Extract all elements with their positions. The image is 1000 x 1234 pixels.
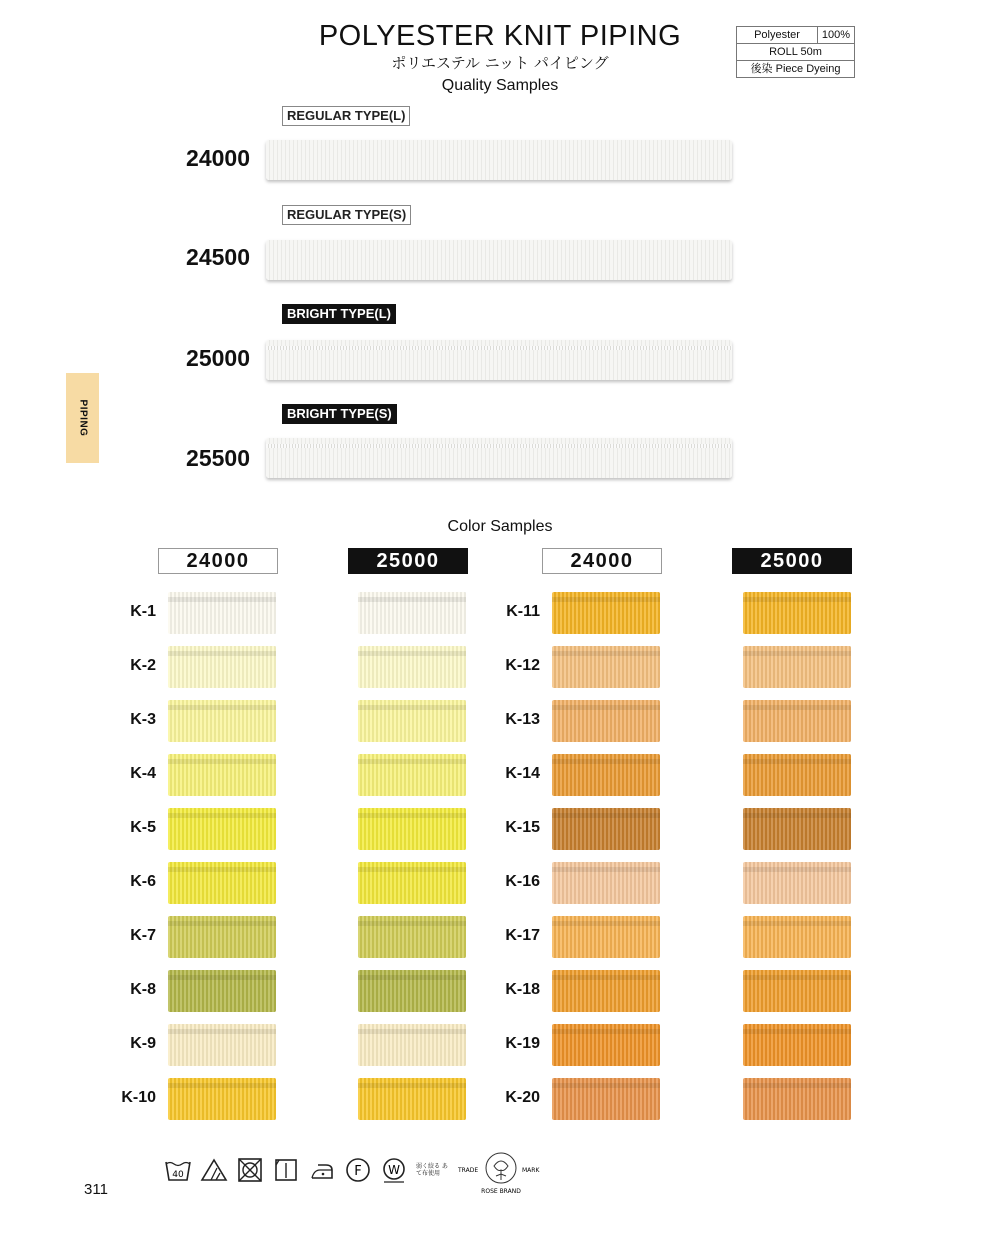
color-samples-heading: Color Samples [447,518,553,535]
swatch-regular [168,1078,276,1120]
spec-dyeing: 後染 Piece Dyeing [750,63,841,75]
japanese-subtitle: ポリエステル ニット パイピング [391,54,609,72]
column-head: 25000 [348,548,468,574]
color-code-label: K-5 [130,819,156,836]
swatch-bright [358,970,466,1012]
piping-sample-strip [266,240,732,280]
side-tab [66,373,99,463]
mark-text: MARK [522,1167,540,1174]
brand-name-text: ROSE BRAND [481,1188,521,1195]
spec-roll: ROLL 50m [769,46,822,58]
swatch-bright [358,646,466,688]
swatch-bright [743,700,851,742]
swatch-regular [552,808,660,850]
product-code: 24000 [186,145,250,171]
color-code-label: K-9 [130,1035,156,1052]
wet-clean-w-icon [380,1156,408,1184]
column-head: 24000 [542,548,662,574]
color-code-label: K-18 [505,981,540,998]
swatch-bright [743,862,851,904]
swatch-regular [168,592,276,634]
dry-clean-letter: F [354,1164,362,1179]
wet-clean-letter: W [388,1163,400,1177]
color-code-label: K-7 [130,927,156,944]
color-code-label: K-14 [505,765,540,782]
iron-low-icon [308,1156,336,1184]
wash-temperature: 40 [172,1170,184,1180]
swatch-bright [743,592,851,634]
color-code-label: K-17 [505,927,540,944]
page-title: POLYESTER KNIT PIPING [318,20,682,52]
swatch-bright [358,916,466,958]
swatch-regular [552,592,660,634]
color-code-label: K-13 [505,711,540,728]
care-note: 弱く絞る あて布使用 [416,1163,448,1177]
color-code-label: K-19 [505,1035,540,1052]
swatch-regular [168,970,276,1012]
swatch-bright [358,808,466,850]
color-code-label: K-10 [121,1089,156,1106]
swatch-regular [552,646,660,688]
swatch-bright [743,1024,851,1066]
swatch-regular [168,916,276,958]
color-code-label: K-4 [130,765,156,782]
swatch-bright [743,646,851,688]
column-head: 25000 [732,548,852,574]
type-label: BRIGHT TYPE(S) [282,404,397,424]
swatch-bright [358,754,466,796]
swatch-regular [552,916,660,958]
color-code-label: K-6 [130,873,156,890]
swatch-regular [552,700,660,742]
swatch-bright [358,700,466,742]
swatch-bright [743,916,851,958]
no-tumble-dry-icon [236,1156,264,1184]
swatch-regular [552,862,660,904]
column-head: 24000 [158,548,278,574]
wash-40-icon [164,1156,192,1184]
swatch-bright [743,970,851,1012]
color-code-label: K-3 [130,711,156,728]
swatch-bright [743,754,851,796]
spec-material: Polyester [754,29,800,41]
care-symbols [164,1152,450,1188]
side-tab-label: PIPING [77,399,88,437]
page-number: 311 [84,1181,108,1198]
type-label: BRIGHT TYPE(L) [282,304,396,324]
color-code-label: K-1 [130,603,156,620]
product-code: 24500 [186,244,250,270]
swatch-regular [168,754,276,796]
color-code-label: K-12 [505,657,540,674]
piping-sample-strip [266,438,732,478]
color-code-label: K-2 [130,657,156,674]
swatch-regular [552,754,660,796]
product-code: 25500 [186,445,250,471]
color-code-label: K-16 [505,873,540,890]
spec-material-percent: 100% [817,27,854,43]
type-label: REGULAR TYPE(L) [282,106,410,126]
swatch-bright [358,592,466,634]
swatch-bright [358,1078,466,1120]
swatch-regular [168,1024,276,1066]
swatch-bright [743,1078,851,1120]
swatch-regular [168,646,276,688]
trade-text: TRADE [458,1167,479,1174]
swatch-regular [552,1024,660,1066]
swatch-bright [358,862,466,904]
quality-samples-heading: Quality Samples [441,77,559,94]
dry-clean-f-icon [344,1156,372,1184]
product-code: 25000 [186,345,250,371]
swatch-bright [358,1024,466,1066]
swatch-regular [168,700,276,742]
type-label: REGULAR TYPE(S) [282,205,411,225]
color-code-label: K-15 [505,819,540,836]
swatch-regular [168,808,276,850]
swatch-bright [743,808,851,850]
piping-sample-strip [266,340,732,380]
spec-table [736,26,855,78]
rose-brand-logo [456,1146,546,1196]
color-code-label: K-11 [506,603,540,620]
color-code-label: K-20 [505,1089,540,1106]
swatch-regular [168,862,276,904]
bleach-triangle-icon [200,1156,228,1184]
swatch-regular [552,1078,660,1120]
swatch-regular [552,970,660,1012]
piping-sample-strip [266,140,732,180]
drip-dry-icon [272,1156,300,1184]
color-code-label: K-8 [130,981,156,998]
